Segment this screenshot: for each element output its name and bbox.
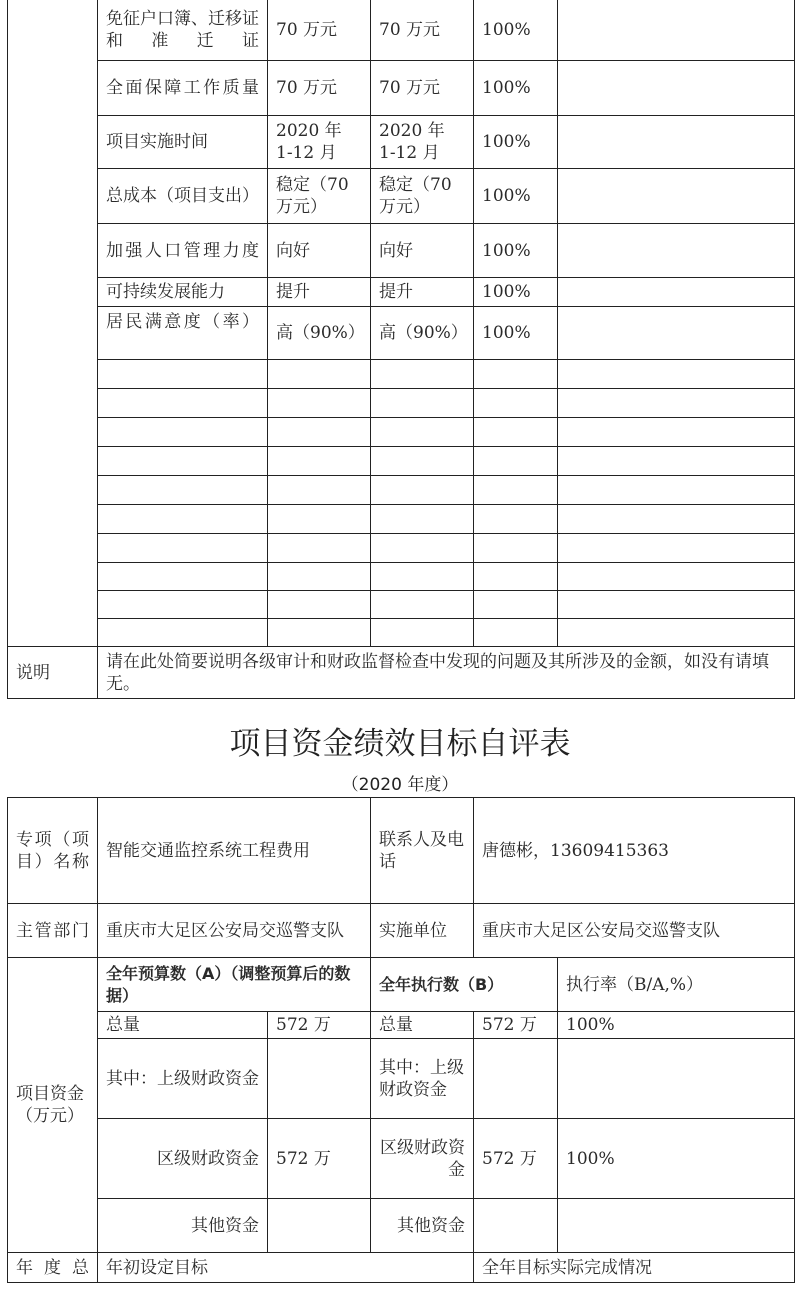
empty-cell — [98, 418, 268, 447]
note-label: 说明 — [8, 647, 98, 699]
empty-cell — [474, 505, 558, 534]
indicator-cell: 居民满意度（率） — [98, 307, 268, 360]
rate-cell: 100% — [474, 61, 558, 116]
empty-cell — [268, 360, 371, 389]
empty-cell — [558, 591, 795, 619]
target-cell: 70 万元 — [268, 0, 371, 61]
project-name: 智能交通监控系统工程费用 — [98, 798, 371, 904]
empty-cell — [558, 505, 795, 534]
note-cell — [558, 169, 795, 224]
empty-cell — [371, 505, 474, 534]
empty-cell — [371, 534, 474, 563]
empty-cell — [474, 591, 558, 619]
upper-funds-exec — [474, 1039, 558, 1119]
actual-cell: 70 万元 — [371, 0, 474, 61]
note-cell — [558, 0, 795, 61]
contact-label: 联系人及电话 — [371, 798, 474, 904]
empty-cell — [371, 360, 474, 389]
rate-cell: 100% — [474, 307, 558, 360]
actual-cell: 提升 — [371, 278, 474, 307]
empty-cell — [268, 447, 371, 476]
empty-cell — [558, 418, 795, 447]
empty-cell — [98, 476, 268, 505]
other-funds-label: 其他资金 — [98, 1199, 268, 1253]
empty-cell — [268, 505, 371, 534]
form-year: （2020 年度） — [341, 775, 459, 795]
empty-cell — [268, 619, 371, 647]
district-rate: 100% — [558, 1119, 795, 1199]
district-exec: 572 万 — [474, 1119, 558, 1199]
empty-cell — [474, 447, 558, 476]
target-cell: 提升 — [268, 278, 371, 307]
note-cell — [558, 278, 795, 307]
other-exec — [474, 1199, 558, 1253]
note-cell — [558, 307, 795, 360]
rate-cell: 100% — [474, 116, 558, 169]
budget-header: 全年预算数（A）（调整预算后的数据） — [98, 958, 371, 1012]
empty-cell — [371, 389, 474, 418]
empty-cell — [371, 563, 474, 591]
target-cell: 稳定（70 万元） — [268, 169, 371, 224]
actual-cell: 高（90%） — [371, 307, 474, 360]
empty-cell — [558, 563, 795, 591]
note-cell — [558, 61, 795, 116]
empty-cell — [474, 360, 558, 389]
note-text: 请在此处简要说明各级审计和财政监督检查中发现的问题及其所涉及的金额，如没有请填无。 — [98, 647, 795, 699]
actual-cell: 稳定（70 万元） — [371, 169, 474, 224]
empty-cell — [98, 505, 268, 534]
indicator-cell: 全面保障工作质量 — [98, 61, 268, 116]
empty-cell — [474, 619, 558, 647]
annual-label: 年度总 — [8, 1253, 98, 1283]
district-funds-label: 区级财政资金 — [98, 1119, 268, 1199]
empty-cell — [474, 418, 558, 447]
empty-cell — [371, 591, 474, 619]
note-cell — [558, 116, 795, 169]
total-rate: 100% — [558, 1012, 795, 1039]
empty-cell — [558, 389, 795, 418]
empty-cell — [268, 534, 371, 563]
left-blank-cell — [8, 0, 98, 647]
rate-header: 执行率（B/A,%） — [558, 958, 795, 1012]
target-cell: 2020 年 1-12 月 — [268, 116, 371, 169]
rate-cell: 100% — [474, 278, 558, 307]
district-budget: 572 万 — [268, 1119, 371, 1199]
actual-cell: 70 万元 — [371, 61, 474, 116]
contact-value: 唐德彬，13609415363 — [474, 798, 795, 904]
empty-cell — [474, 563, 558, 591]
empty-cell — [98, 389, 268, 418]
exec-header: 全年执行数（B） — [371, 958, 558, 1012]
empty-cell — [98, 447, 268, 476]
empty-cell — [98, 591, 268, 619]
impl-value: 重庆市大足区公安局交巡警支队 — [474, 904, 795, 958]
empty-cell — [371, 476, 474, 505]
upper-funds-budget — [268, 1039, 371, 1119]
actual-cell: 向好 — [371, 224, 474, 278]
empty-cell — [558, 447, 795, 476]
empty-cell — [268, 389, 371, 418]
empty-cell — [371, 619, 474, 647]
empty-cell — [98, 563, 268, 591]
total-exec-label: 总量 — [371, 1012, 474, 1039]
empty-cell — [558, 534, 795, 563]
indicator-cell: 项目实施时间 — [98, 116, 268, 169]
empty-cell — [268, 418, 371, 447]
empty-cell — [371, 447, 474, 476]
rate-cell: 100% — [474, 224, 558, 278]
empty-cell — [558, 360, 795, 389]
total-exec: 572 万 — [474, 1012, 558, 1039]
other-budget — [268, 1199, 371, 1253]
total-label: 总量 — [98, 1012, 268, 1039]
form-title: 项目资金绩效目标自评表 — [229, 726, 571, 762]
other-rate — [558, 1199, 795, 1253]
dept-value: 重庆市大足区公安局交巡警支队 — [98, 904, 371, 958]
target-cell: 70 万元 — [268, 61, 371, 116]
dept-label: 主管部门 — [8, 904, 98, 958]
upper-funds-exec-label: 其中：上级财政资金 — [371, 1039, 474, 1119]
empty-cell — [474, 476, 558, 505]
project-name-label: 专项（项目）名称 — [8, 798, 98, 904]
total-budget: 572 万 — [268, 1012, 371, 1039]
target-cell: 高（90%） — [268, 307, 371, 360]
indicator-table — [7, 0, 795, 699]
empty-cell — [371, 418, 474, 447]
empty-cell — [474, 534, 558, 563]
self-evaluation-table — [7, 797, 795, 1283]
empty-cell — [268, 476, 371, 505]
rate-cell: 100% — [474, 169, 558, 224]
actual-goal-label: 全年目标实际完成情况 — [474, 1253, 795, 1283]
impl-label: 实施单位 — [371, 904, 474, 958]
actual-cell: 2020 年 1-12 月 — [371, 116, 474, 169]
indicator-cell: 总成本（项目支出） — [98, 169, 268, 224]
funds-label: 项目资金（万元） — [8, 958, 98, 1253]
empty-cell — [268, 591, 371, 619]
empty-cell — [474, 389, 558, 418]
note-cell — [558, 224, 795, 278]
rate-cell: 100% — [474, 0, 558, 61]
other-exec-label: 其他资金 — [371, 1199, 474, 1253]
empty-cell — [268, 563, 371, 591]
district-exec-label: 区级财政资金 — [371, 1119, 474, 1199]
upper-funds-label: 其中：上级财政资金 — [98, 1039, 268, 1119]
empty-cell — [98, 360, 268, 389]
indicator-cell: 可持续发展能力 — [98, 278, 268, 307]
indicator-cell: 免征户口簿、迁移证和准迁证 — [98, 0, 268, 61]
empty-cell — [98, 619, 268, 647]
indicator-cell: 加强人口管理力度 — [98, 224, 268, 278]
empty-cell — [558, 619, 795, 647]
initial-goal-label: 年初设定目标 — [98, 1253, 474, 1283]
empty-cell — [98, 534, 268, 563]
upper-funds-rate — [558, 1039, 795, 1119]
empty-cell — [558, 476, 795, 505]
target-cell: 向好 — [268, 224, 371, 278]
